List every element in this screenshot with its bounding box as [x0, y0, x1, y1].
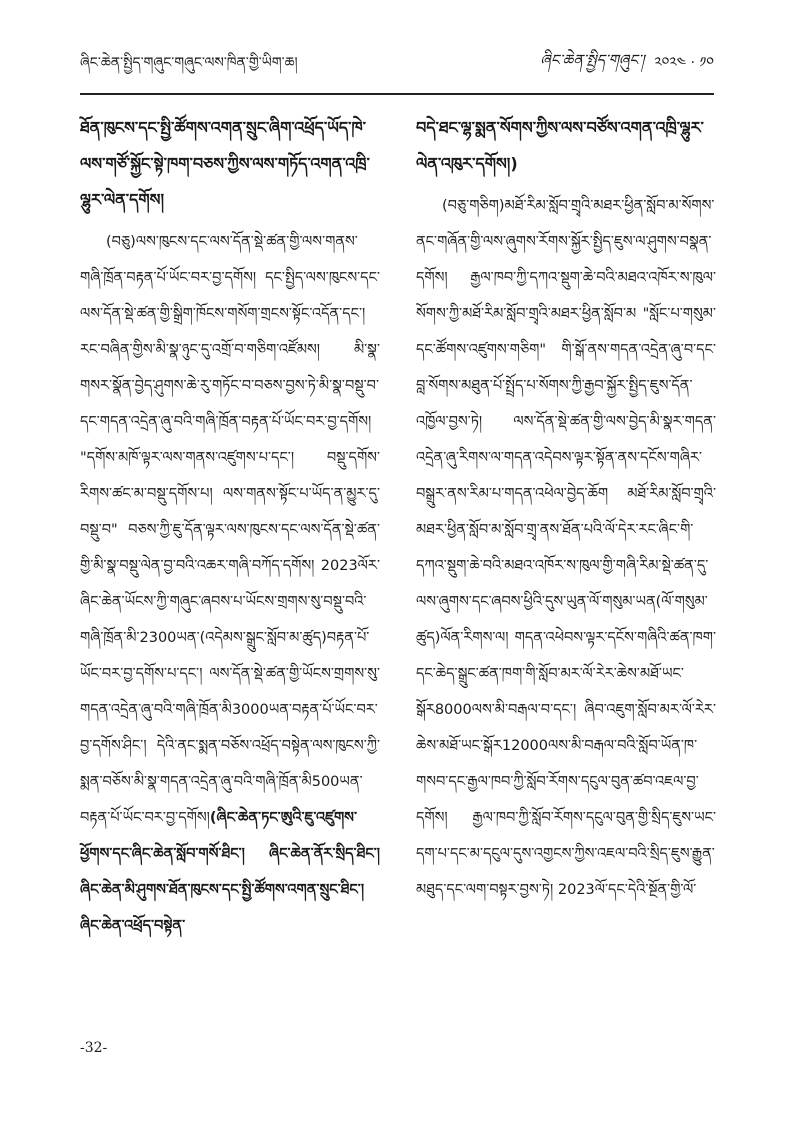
page-number: -32- [80, 1040, 108, 1056]
header-rule [80, 93, 714, 95]
left-body-paragraph [80, 224, 380, 944]
left-column [80, 110, 380, 944]
issue-number: ༢༠༢༤ · ༡༠ [654, 55, 714, 71]
left-body-text: (བཅུ)ལས་ཁུངས་དང་ལས་དོན་སྡེ་ཚན་གྱི་ལས་གནས་གཞི་ཁྲོན་བརྟན་པོ་ཡོང་བར་བྱ་དགོས། དང་སྤྱིད་ལས་ཁུངས་དང་ལས་དོན་སྡེ་ཚན་གྱི་སྒྲིག་ཁོངས་གསོག་གྲངས་སྟོང་འདོན་དང་། རང་བཞིན་གྱིས་མི་སྣ་ཉུང་དུ་འགྲོ་བ་གཅིག་འཛོམས། མི་སྣ་གསར་སྣོན་བྱེད་ཤུགས་ཆེ་རུ་གཏོང་བ་བཅས་བྱས་ཏེ་མི་སྣ་བསྡུ་བ་དང་གདན་འདྲེན་ཞུ་བའི་གཞི་ཁྲོན་བརྟན་པོ་ཡོང་བར་བྱ་དགོས། "དགོས་མཁོ་ལྟར་ལས་གནས་འཛུགས་པ་དང་། བསྡུ་དགོས་རིགས་ཚང་མ་བསྡུ་དགོས་པ། ལས་གནས་སྟོང་པ་ཡོད་ན་མྱུར་དུ་བསྡུ་བ" བཅས་ཀྱི་ཇུ་དོན་ལྟར་ལས་ཁུངས་དང་ལས་དོན་སྡེ་ཚན་གྱི་མི་སྣ་བསྡུ་ལེན་བྱ་བའི་འཆར་གཞི་བཀོད་དགོས། 2023ལོར་ཞིང་ཆེན་ཡོངས་ཀྱི་གཞུང་ཞབས་པ་ཡོངས་གྲགས་སུ་བསྡུ་བའི་གཞི་ཁྲོན་མི་2300ཡན་(འདེམས་སྒྲུང་སློབ་མ་ཚུད)བརྟན་པོ་ཡོང་བར་བྱ་དགོས་པ་དང་། ལས་དོན་སྡེ་ཚན་གྱི་ཡོངས་གྲགས་སུ་གདན་འདྲེན་ཞུ་བའི་གཞི་ཁྲོན་མི3000ཡན་བརྟན་པོ་ཡོང་བར་བྱ་དགོས་ཤིང་། དེའི་ནང་སྨན་བཅོས་འཕྲོད་བསྟེན་ལས་ཁུངས་ཀྱི་སྨན་བཅོས་མི་སྣ་གདན་འདྲེན་ཞུ་བའི་གཞི་ཁྲོན་མི500ཡན་བརྟན་པོ་ཡོང་བར་བྱ་དགོས། [80, 234, 380, 826]
left-section-heading: ཐོན་ཁུངས་དང་སྤྱི་ཚོགས་འགན་སྲུང་ཞིག་འཕྲོད་ཡོད་ཁེ་ལས་གཙོ་སྐྱོང་སྟེ་ཁག་བཅས་ཀྱིས་ལས་གཏོད་འགན་འཁྲི་ལྷུར་ལེན་དགོས། [80, 118, 370, 209]
journal-masthead [540, 44, 714, 86]
journal-section-title: ཞིང་ཆེན་སྤྱིད་གཞུང་གཞུང་ལས་ཁིན་གྱི་ཡིག་ཆ། [80, 55, 298, 71]
running-header [80, 51, 714, 86]
journal-logo: ཞིང་ཆེན་སྤྱིད་གཞུང་། [540, 51, 645, 69]
right-section-heading: བདེ་ཐང་ལྷ་སྨན་སོགས་ཀྱིས་ལས་བཙོས་འགན་འཁྲི་ལྷུར་ལེན་འཁུར་དགོས།) [416, 118, 704, 173]
right-body-paragraph: (བཅུ་གཅིག)མཐོ་རིམ་སློབ་གྲྭའི་མཐར་ཕྱིན་སློབ་མ་སོགས་ནང་གཞོན་གྱི་ལས་ཞུགས་རོགས་སྐྱོར་སྤྱིད་ཇུས་ལ་ཤུགས་བསྣན་དགོས། རྒྱལ་ཁབ་ཀྱི་དཀའ་སྡུག་ཆེ་བའི་མཐའ་འཁོར་ས་ཁུལ་སོགས་ཀྱི་མཐོ་རིམ་སློབ་གྲྭའི་མཐར་ཕྱིན་སློབ་མ "སློང་པ་གསུམ་དང་ཚོགས་འཛུགས་གཅིག" གི་སྒོ་ནས་གདན་འདྲེན་ཞུ་བ་དང་བླ་སོགས་མཐུན་པོ་སྤྲོད་པ་སོགས་ཀྱི་རྒྱབ་སྐྱོར་སྤྱིད་ཇུས་དོན་འཁྱོལ་བྱས་ཏེ། ལས་དོན་སྡེ་ཚན་གྱི་ལས་བྱེད་མི་སྣར་གདན་འདྲེན་ཞུ་རིགས་ལ་གདན་འདེབས་ལྟར་སྟོན་ནས་དངོས་གཞིར་བསྒྲུར་ནས་རིམ་པ་གདན་འཕེལ་བྱེད་ཆོག མཐོ་རིམ་སློབ་གྲྭའི་མཐར་ཕྱིན་སློབ་མ་སློབ་གྲྭ་ནས་ཐོན་པའི་ལོ་དེར་རང་ཞིང་གི་དཀའ་སྡུག་ཆེ་བའི་མཐའ་འཁོར་ས་ཁུལ་གྱི་གཞི་རིམ་སྡེ་ཚན་དུ་ལས་ཞུགས་དང་ཞབས་ཕྱིའི་དུས་ཡུན་ལོ་གསུམ་ཡན(ལོ་གསུམ་ཚུད)ལོན་རིགས་ལ། གདན་འཕེབས་ལྟར་དངོས་གཞིའི་ཚན་ཁག་དང་ཆེད་སྒྲུང་ཚན་ཁག་གི་སློབ་མར་ལོ་རེར་ཆེས་མཐོ་ཡང་སྒོར8000ལས་མི་བརྒལ་བ་དང་། ཞིབ་འཇུག་སློབ་མར་ལོ་རེར་ཆེས་མཐོ་ཡང་སྒོར12000ལས་མི་བརྒལ་བའི་སློབ་ཡོན་ཁ་གསབ་དང་རྒྱལ་ཁབ་ཀྱི་སློབ་རོགས་དངུལ་བུན་ཚབ་འཇལ་བྱ་དགོས། རྒྱལ་ཁབ་ཀྱི་སློབ་རོགས་དངུལ་བུན་གྱི་སྲིད་ཇུས་ཡང་དག་པ་དང་མ་དངུལ་དུས་འགྱངས་ཀྱིས་འཇལ་བའི་སྲིད་ཇུས་རྒྱུན་མཐུད་དང་ལག་བསྟར་བྱས་ཏེ། 2023ལོ་དང་དེའི་སྔོན་གྱི་ལོ་ [416, 198, 716, 898]
right-column [416, 110, 716, 908]
left-bold-attribution: (ཞིང་ཆེན་ཏང་ཨུའི་ཇུ་འཛུགས་ཕྱོགས་དང་ཞིང་ཆེན་སློབ་གསོ་ཐིང་། ཞིང་ཆེན་ནོར་སྲིད་ཐིང་། ཞིང་ཆེན་མི་ཤུགས་ཐོན་ཁུངས་དང་སྤྱི་ཚོགས་འགན་སྲུང་ཐིང་། ཞིང་ཆེན་འཕྲོད་བསྟེན་ [80, 810, 380, 934]
